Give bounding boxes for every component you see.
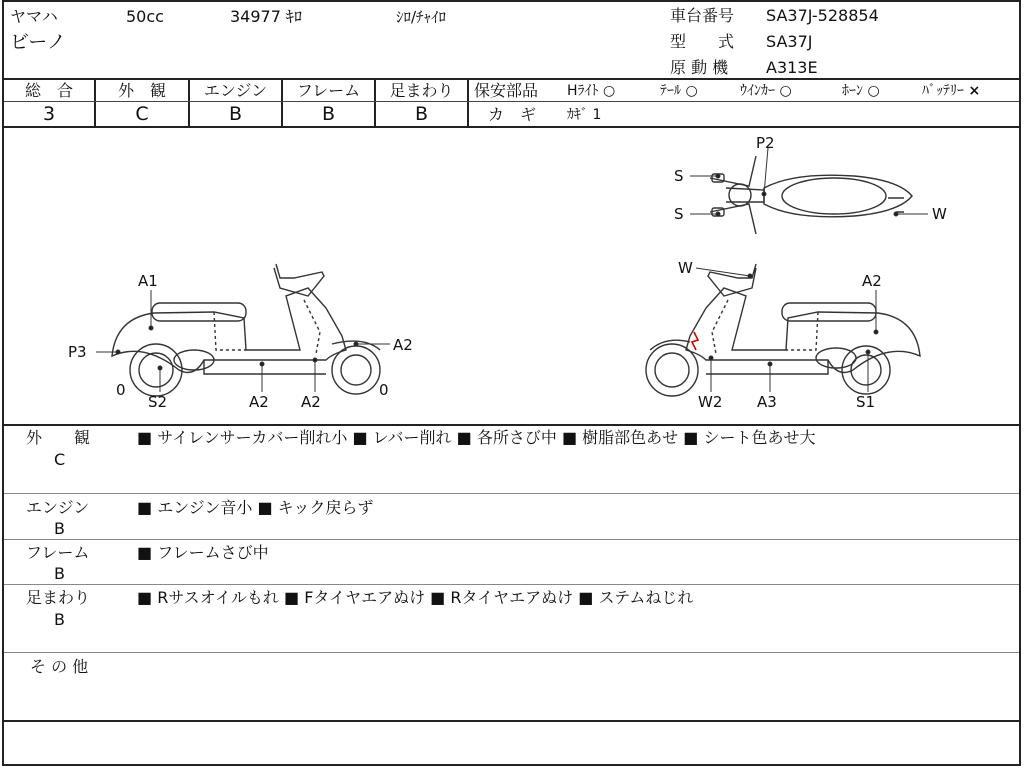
diagram-label: S [674,205,684,223]
divider [4,424,1019,426]
safety-item-horn [842,82,880,100]
color: ｼﾛ/ﾁｬｲﾛ [396,8,447,26]
safety-item-name: ｳｲﾝｶｰ [740,83,775,99]
safety-item-mark: ○ [685,83,698,99]
type-value: SA37J [766,32,813,51]
maker: ヤマハ [10,7,58,26]
exterior-label: 外 観 [117,81,166,100]
inspection-sheet [2,0,1021,766]
diagram-label: S [674,167,684,185]
divider [467,101,1019,102]
notes-engine-label: エンジン [26,498,90,517]
notes-exterior-label: 外 観 [26,428,91,447]
diagram-label: W [678,259,693,277]
type-label: 型 式 [670,32,735,51]
notes-suspension-label: 足まわり [26,588,91,607]
suspension-label: 足まわり [389,81,454,100]
safety-item-tail [660,82,698,100]
notes-frame-label: フレーム [26,543,90,562]
overall-grade: 3 [42,103,56,125]
divider [4,101,467,102]
engine-label: エンジン [203,81,268,100]
diagram-label: A2 [301,393,321,411]
note-item: Rタイヤエアぬけ [450,588,574,607]
diagram-label: A3 [757,393,777,411]
notes-suspension-grade: B [54,610,65,629]
key-label: カ ギ [488,105,537,124]
note-item: サイレンサーカバー削れ小 [157,428,348,447]
diagram-label: 0 [379,381,389,399]
note-item: Rサスオイルもれ [157,588,279,607]
diagram-label: P3 [68,343,87,361]
notes-other-label: そ の 他 [30,657,89,676]
exterior-grade: C [135,103,149,125]
displacement: 50cc [126,7,164,26]
note-item: キック戻らず [277,498,374,517]
frame-no-label: 車台番号 [670,6,735,25]
note-item: 各所さび中 [476,428,557,447]
engine-label: 原 動 機 [670,58,729,77]
note-item: ステムねじれ [598,588,694,607]
diagram-label: S2 [148,393,168,411]
safety-item-battery [922,82,980,100]
key-value: ｶｷﾞ 1 [567,107,602,123]
mileage: 34977 ｷﾛ [230,7,302,26]
note-item: レバー削れ [372,428,452,447]
divider [4,493,1019,494]
notes-suspension-items: ■ Rサスオイルもれ ■ Fタイヤエアぬけ ■ Rタイヤエアぬけ ■ ステムねじれ [137,588,694,607]
diagram-label: A2 [862,272,882,290]
scooter-top-view [710,156,912,234]
engine-value: A313E [766,58,818,77]
note-item: Fタイヤエアぬけ [304,588,426,607]
note-item: フレームさび中 [157,543,269,562]
diagram-label: W [932,205,947,223]
divider [467,78,469,126]
model-name: ビーノ [10,31,66,53]
safety-item-mark: ○ [779,83,792,99]
notes-exterior-items: ■ サイレンサーカバー削れ小 ■ レバー削れ ■ 各所さび中 ■ 樹脂部色あせ ■ シート色あせ大 [137,428,816,447]
divider [4,584,1019,585]
safety-item-mark: ○ [602,83,616,99]
safety-label: 保安部品 [474,81,539,100]
engine-grade: B [228,103,243,125]
diagram-label: 0 [116,381,126,399]
notes-engine-items: ■ エンジン音小 ■ キック戻らず [137,498,374,517]
safety-item-name: ﾊﾞｯﾃﾘｰ [922,83,964,99]
frame-grade: B [321,103,336,125]
note-item: 樹脂部色あせ [582,428,679,447]
divider [4,720,1019,722]
divider [4,78,1019,80]
diagram-label: A2 [249,393,269,411]
damage-diagram [4,128,1019,424]
safety-item-mark: ○ [867,83,880,99]
safety-item-mark: × [968,83,981,99]
notes-exterior-grade: C [54,450,66,469]
frame-label: フレーム [296,81,361,100]
diagram-label: A1 [138,272,158,290]
safety-item-winker [740,82,792,100]
safety-item-name: Hﾗｲﾄ [567,83,599,99]
divider [4,652,1019,653]
suspension-grade: B [414,103,429,125]
diagram-label: S1 [856,393,876,411]
safety-item-name: ﾃｰﾙ [660,83,681,99]
note-item: エンジン音小 [157,498,253,517]
diagram-label: W2 [698,393,723,411]
safety-item-name: ﾎｰﾝ [842,83,863,99]
frame-no: SA37J-528854 [766,6,879,25]
note-item: シート色あせ大 [703,428,816,447]
diagram-label: P2 [756,134,775,152]
notes-engine-grade: B [54,519,65,538]
damage-mark [692,332,698,350]
diagram-label: A2 [393,336,413,354]
notes-frame-grade: B [54,564,65,583]
notes-frame-items: ■ フレームさび中 [137,543,269,562]
overall-label: 総 合 [24,81,73,100]
safety-item-headlight [567,82,615,100]
divider [4,539,1019,540]
